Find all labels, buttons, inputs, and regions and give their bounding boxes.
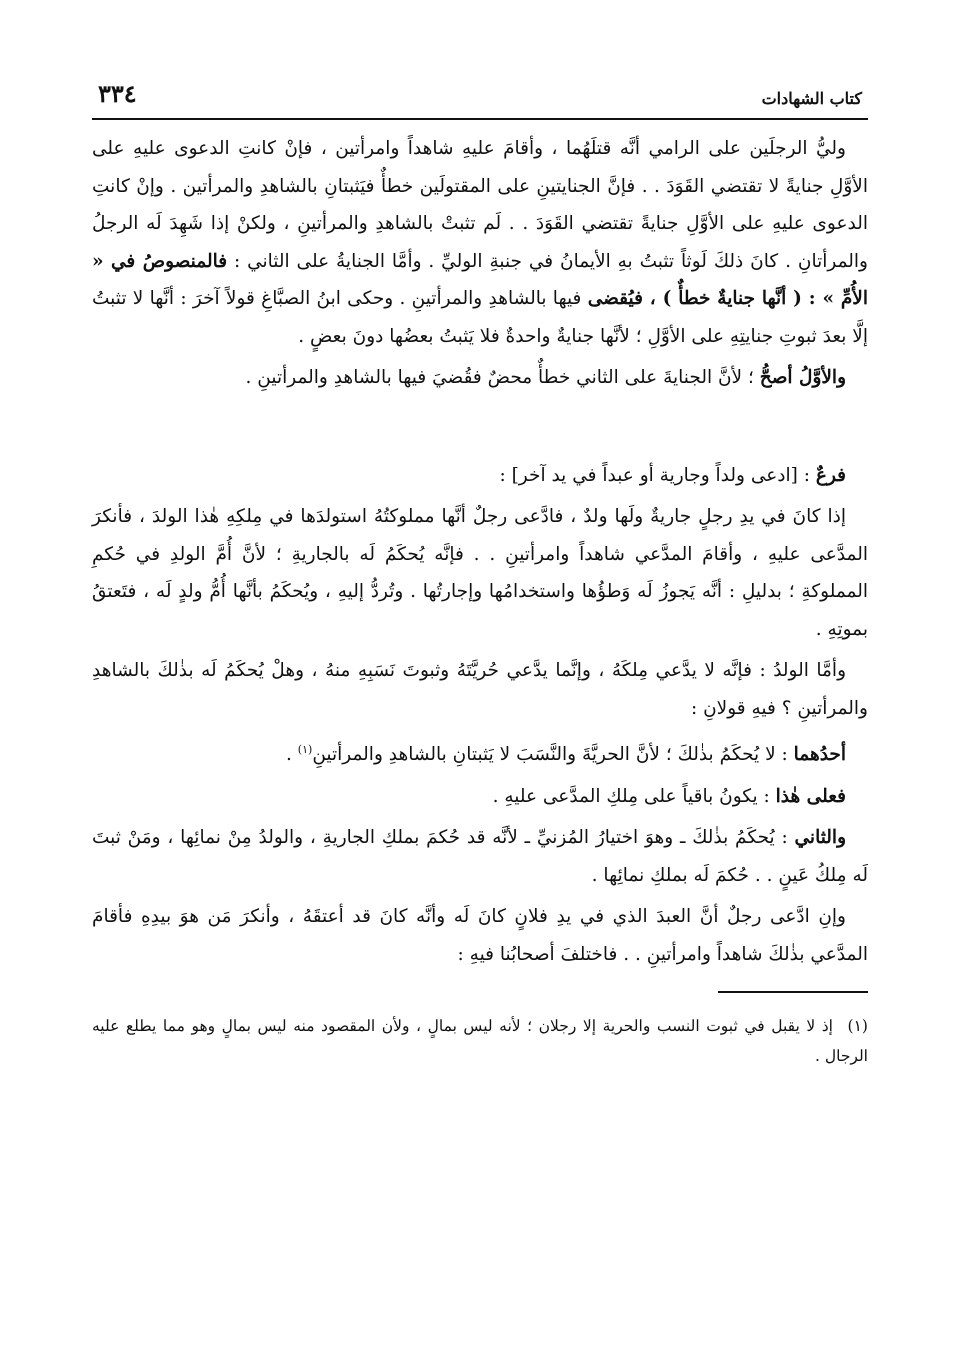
branch-heading — [92, 457, 868, 495]
paragraph — [92, 731, 868, 774]
paragraph-text: وليُّ الرجلَين على الرامي أنَّه قتلَهُما ، وأقامَ عليهِ شاهداً وامرأتين ، فإنْ كانتِ الدعوى عليهِ على الأوَّلِ جنايةً لا تقتضي القَوَدَ . . فإنَّ الجنايتينِ على المقتولَين خطأٌ فيَثبتانِ بالشاهدِ والمرأتين . وإنْ كانتِ الدعوى عليهِ على الأوَّلِ جنايةً تقتضي القَوَدَ . . لَم تثبتْ بالشاهدِ والمرأتينِ ، ولكنْ إذا شَهِدَ لَه الرجلُ والمرأتانِ . كانَ ذلكَ لَوثاً تثبتُ بهِ الأيمانُ في جنبةِ الوليِّ . وأمَّا الجنايةُ على الثاني : — [92, 138, 868, 272]
branch-title: : [ادعى ولداً وجارية أو عبداً في يد آخر] : — [499, 464, 811, 486]
paragraph — [92, 898, 868, 973]
paragraph-text: : يكونُ باقياً على مِلكِ المدَّعى عليهِ . — [492, 785, 770, 807]
paragraph — [92, 359, 868, 397]
paragraph-bold-text: فالمنصوصُ في « الأُمِّ » : ( أنَّها جنايةٌ خطأٌ ) ، فيُقضى — [92, 250, 868, 309]
paragraph-lead: أحدُهما — [793, 744, 846, 766]
footnote-rule — [718, 991, 868, 993]
page-number: ٣٣٤ — [98, 79, 137, 108]
footnote-reference[interactable]: (١) — [297, 743, 313, 756]
paragraph-text: : لا يُحكَمُ بذٰلكَ ؛ لأنَّ الحريَّةَ والنَّسَبَ لا يَثبتانِ بالشاهدِ والمرأتينِ — [312, 744, 788, 766]
footnotes — [92, 1011, 868, 1071]
paragraph-text: : يُحكَمُ بذٰلكَ ـ وهوَ اختيارُ المُزنيِّ ـ لأنَّه قد حُكمَ بملكِ الجاريةِ ، والولدُ مِنْ نمائِها ، ومَنْ ثبتَ لَه مِلكُ عَينٍ . . حُكمَ لَه بملكِ نمائِها . — [92, 827, 868, 886]
page-header — [92, 78, 868, 108]
branch-label: فرعٌ — [815, 464, 846, 486]
paragraph-lead: والثاني — [794, 827, 846, 849]
paragraph — [92, 652, 868, 727]
paragraph-text: وأمَّا الولدُ : فإنَّه لا يدَّعي مِلكَهُ ، وإنَّما يدَّعي حُريَّتَهُ وثبوتَ نَسَبِهِ منهُ ، وهلْ يُحكَمُ لَه بذٰلكَ بالشاهدِ والمرأتينِ ؟ فيهِ قولانِ : — [92, 660, 868, 719]
paragraph-lead: والأوَّلُ أصحُّ — [759, 367, 846, 388]
footnote-marker: (١) — [847, 1017, 868, 1036]
paragraph — [92, 130, 868, 355]
paragraph — [92, 498, 868, 648]
paragraph-text: ؛ لأنَّ الجنايةَ على الثاني خطأٌ محضٌ فقُضيَ فيها بالشاهدِ والمرأتينِ . — [245, 367, 754, 388]
paragraph-text: إذا كانَ في يدِ رجلٍ جاريةٌ ولَها ولدٌ ، فادَّعى رجلٌ أنَّها مملوكتُهُ استولدَها في مِلكِهِ هٰذا الولدَ ، فأنكرَ المدَّعى عليهِ ، وأقامَ المدَّعي شاهداً وامرأتينِ . . فإنَّه يُحكَمُ لَه بالجاريةِ ؛ لأنَّ أُمَّ الولدِ في حُكمِ المملوكةِ ؛ بدليلِ : أنَّه يَجوزُ لَه وَطؤُها واستخدامُها وإجارتُها . وتُردُّ إليهِ ، ويُحكَمُ بأنَّها أُمُّ ولدٍ لَه ، فتَعتقُ بموتِهِ . — [92, 506, 868, 640]
paragraph-text: . — [286, 744, 298, 766]
running-title: كتاب الشهادات — [761, 89, 862, 108]
paragraph — [92, 778, 868, 816]
paragraph — [92, 819, 868, 894]
paragraph-text: وإنِ ادَّعى رجلٌ أنَّ العبدَ الذي في يدِ فلانٍ كانَ لَه وأنَّه كانَ قد أعتقَهُ ، وأنكرَ مَن هوَ بيدِهِ فأقامَ المدَّعي بذٰلكَ شاهداً وامرأتينِ . . فاختلفَ أصحابُنا فيهِ : — [92, 906, 868, 965]
main-text — [92, 130, 868, 973]
header-rule — [92, 118, 868, 120]
paragraph-lead: فعلى هٰذا — [775, 785, 846, 807]
paragraph-text: فيها بالشاهدِ والمرأتينِ . وحكى ابنُ الصبَّاغِ قولاً آخرَ : أنَّها لا تثبتُ إلَّا بعدَ ثبوتِ جنايتِهِ على الأوَّلِ ؛ لأنَّها جنايةٌ واحدةٌ فلا يَثبتُ بعضُها دونَ بعضٍ . — [92, 288, 868, 347]
footnote-text: إذ لا يقبل في ثبوت النسب والحرية إلا رجلان ؛ لأنه ليس بمالٍ ، ولأن المقصود منه ليس بمالٍ وهو مما يطلع عليه الرجال . — [92, 1017, 868, 1066]
